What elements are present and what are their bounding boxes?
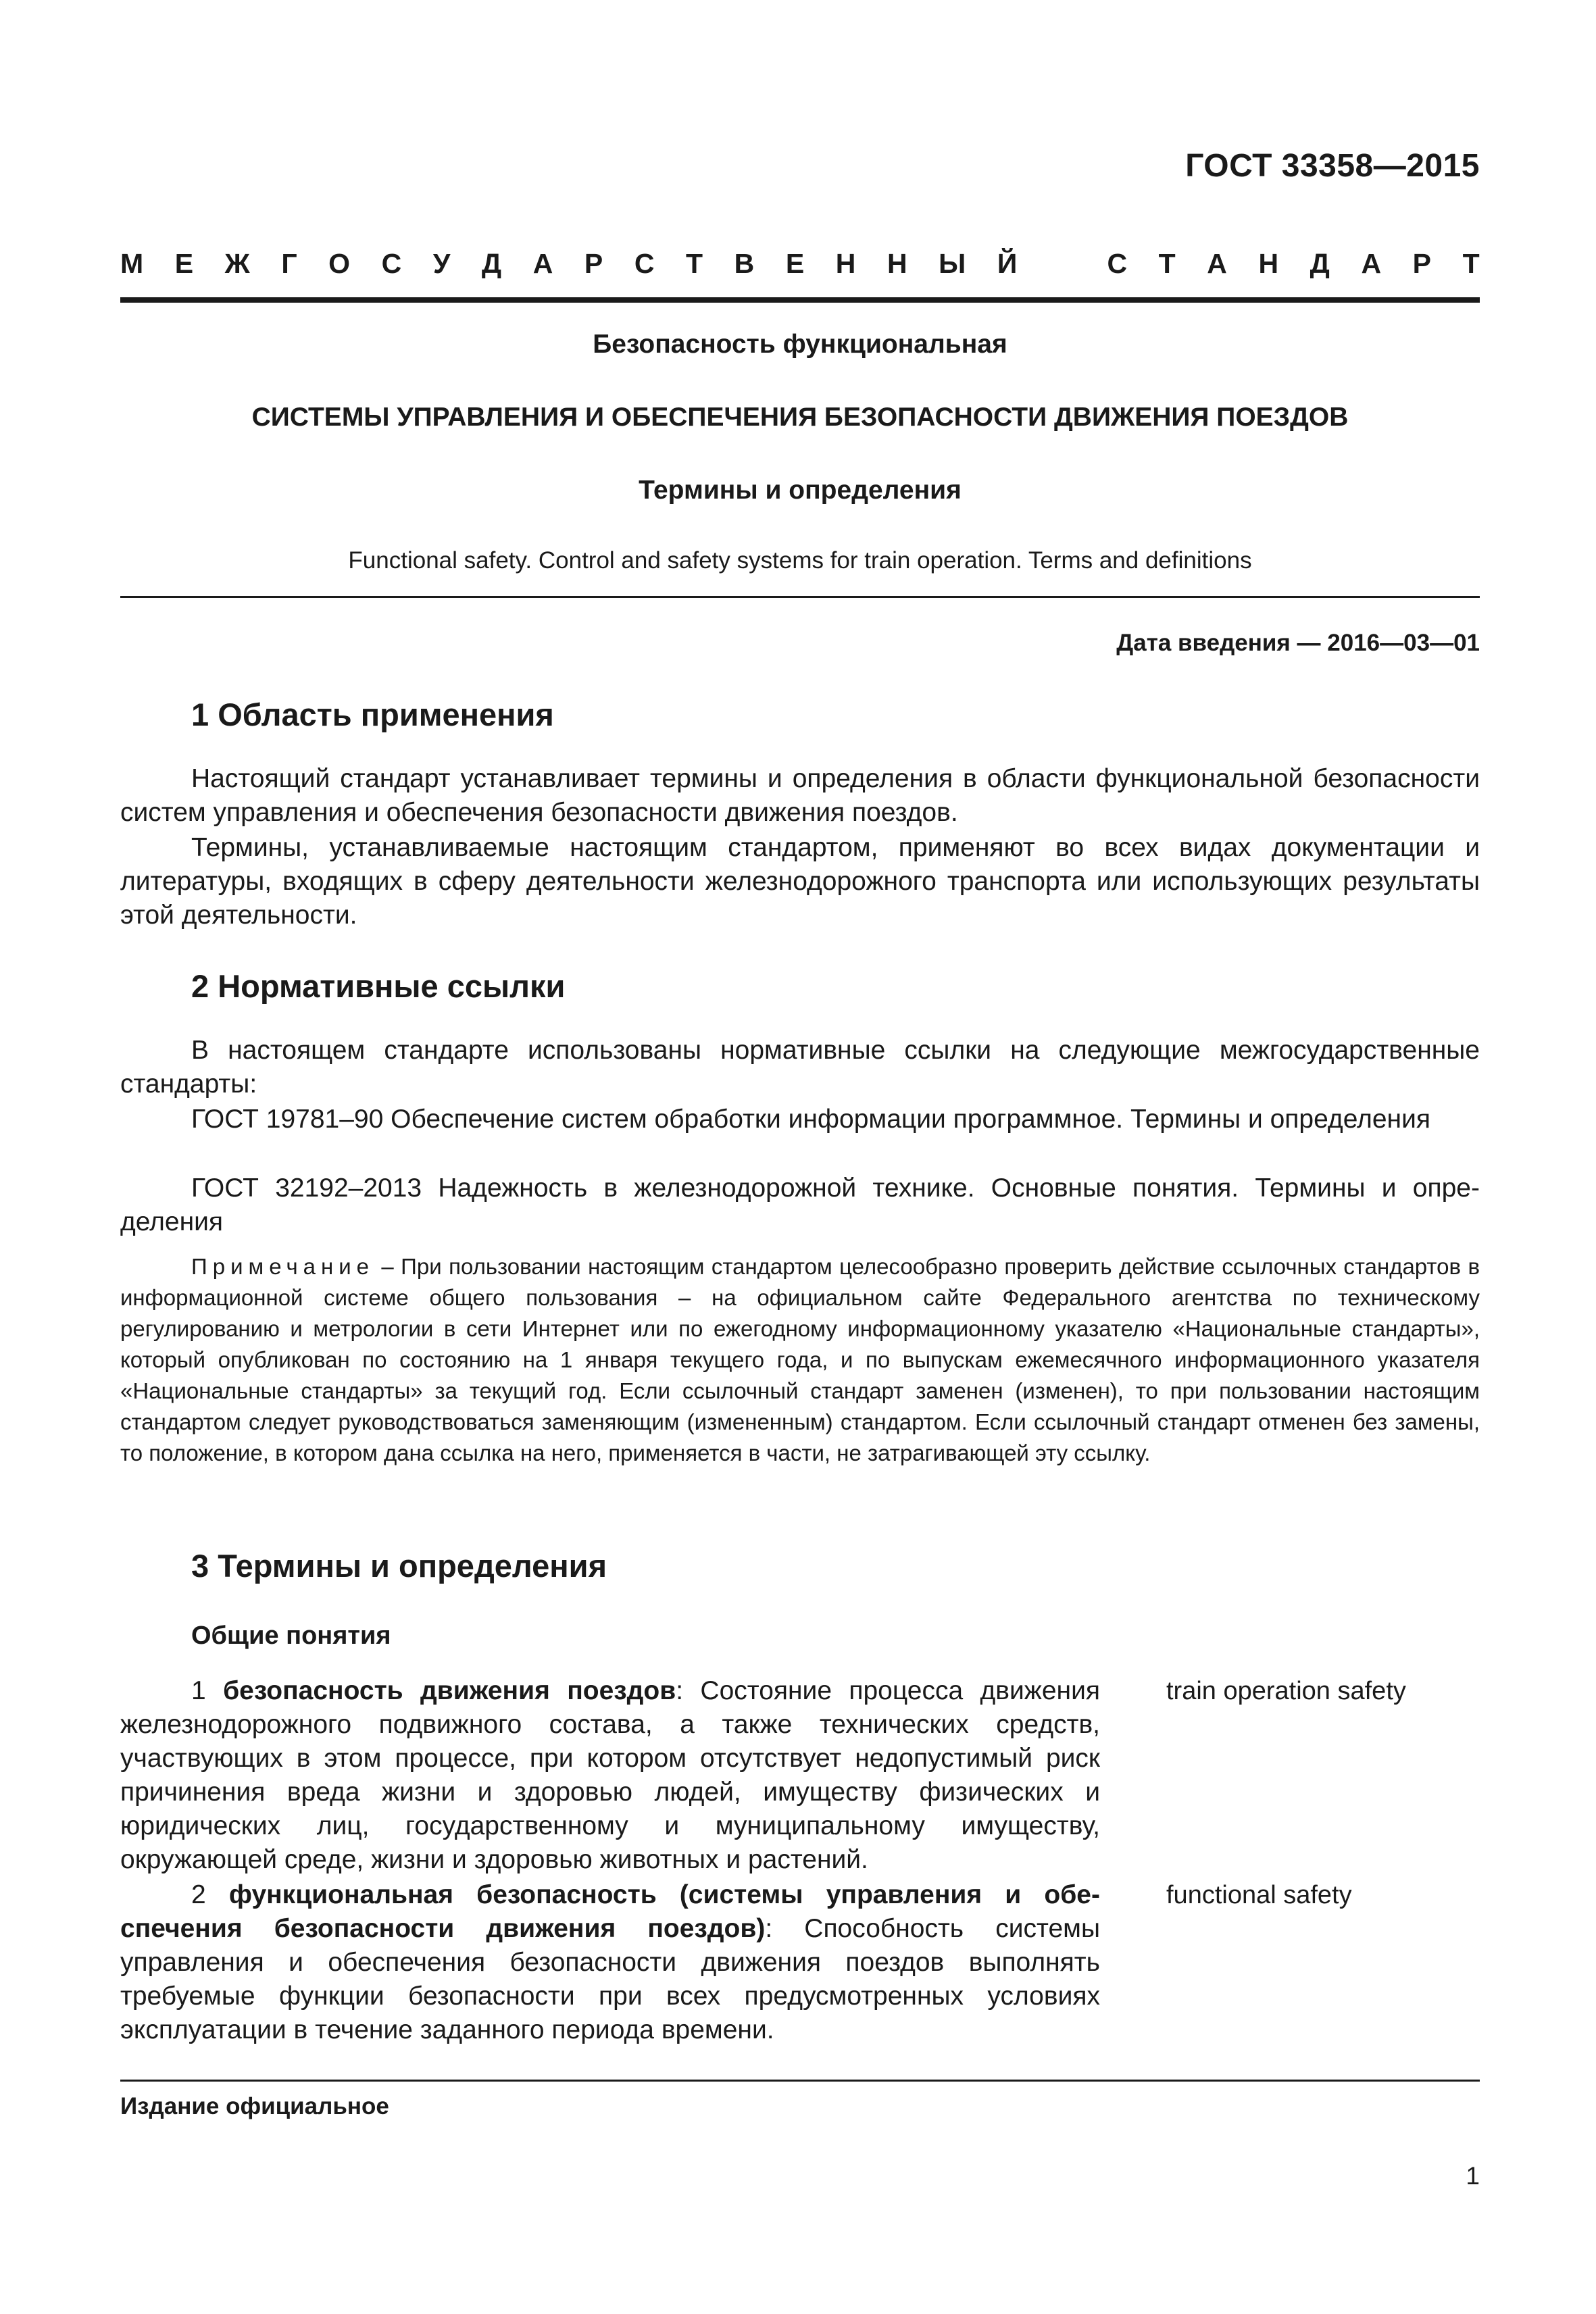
letter: Н [887,248,907,279]
introduction-date: Дата введения — 2016—03—01 [1116,630,1480,656]
footer-rule [120,2080,1480,2082]
term-definition: : Состояние процесса движения железнодорожного подвижного состава, а также технических средств, участвующих в этом процессе, при котором отсутствует недопустимый риск причинения вреда жизни и здоровью людей, имуществу физических и юридических лиц, государственному и муниципальному имуществу, окружающей среде, жизни и здоровью животных и растений. [120,1676,1100,1874]
term-entry [120,1674,1100,1877]
letter: С [634,248,655,279]
letter: Р [584,248,603,279]
letter: Т [1158,248,1176,279]
letter: О [328,248,351,279]
letter: В [734,248,755,279]
letter: С [381,248,402,279]
section-2-paragraph: В настоящем стандарте использованы нормативные ссылки на следующие межгосударственные стандарты: [120,1036,1480,1099]
title-subtitle: Безопасность функциональная [593,330,1007,359]
letter: Д [1310,248,1330,279]
letter: С [1107,248,1128,279]
note-text: – При пользовании настоящим стандартом целесообразно проверить действие ссылочных стандартов в информационной системе общего пользования – на официальном сайте Федерального агентства по техническому регулированию и метрологии в сети Интернет или по ежегодному информационному указателю «Национальные стандарты», который опубликован по состоянию на 1 января текущего года, и по выпускам ежемесячного информационного указателя «Национальные стандарты» за текущий год. Если ссылочный стандарт заменен (изменен), то при пользовании настоящим стандартом следует руководствоваться заменяющим (измененным) стандартом. Если ссылочный стандарт отменен без замены, то положение, в котором дана ссылка на него, применяется в части, не затрагивающей эту ссылку. [120,1254,1480,1465]
title-part: Термины и определения [639,476,962,505]
section-1-paragraph: Настоящий стандарт устанавливает термины и определения в области функциональной безопасности систем управления и обеспечения безопасности движения поездов. [120,764,1480,827]
term-number: 2 [191,1880,206,1909]
letter: У [432,248,451,279]
title-rule [120,596,1480,598]
letter: А [1361,248,1382,279]
header-rule [120,297,1480,303]
letter: Р [1412,248,1432,279]
letter: М [120,248,144,279]
letter: Ж [224,248,250,279]
note-label: Примечание [191,1254,375,1279]
document-number: ГОСТ 33358—2015 [1185,148,1480,184]
term-english: train operation safety [1166,1677,1406,1705]
standard-type-banner [120,250,1480,278]
letter: А [532,248,553,279]
term-entry [120,1878,1100,2047]
term-title: функциональная безопасность (системы управления и обеспечения безопасности движения поездов) [120,1880,1100,1943]
section-3-heading: 3 Термины и определения [191,1548,607,1584]
letter: Т [686,248,703,279]
section-1-heading: 1 Область применения [191,697,554,732]
letter: Й [997,248,1018,279]
term-definition: : Способность системы управления и обеспечения безопасности движения поездов выполнять требуемые функции безопасности при всех предусмотренных условиях эксплуатации в течение заданного периода времени. [120,1914,1100,2044]
letter: Е [785,248,805,279]
letter: Г [281,248,297,279]
section-1-paragraph: Термины, устанавливаемые настоящим стандартом, применяют во всех видах документации и литературы, входящих в сферу деятельности железнодорожного транспорта или использующих результаты этой деятельности. [120,833,1480,930]
letter: Ы [939,248,966,279]
reference-note [120,1251,1480,1469]
title-english: Functional safety. Control and safety systems for train operation. Terms and definitions [348,547,1252,574]
letter: А [1207,248,1227,279]
section-3-subheading: Общие понятия [191,1621,391,1650]
term-title: безопасность движения поездов [223,1676,676,1705]
edition-label: Издание официальное [120,2093,389,2119]
letter: Д [481,248,502,279]
normative-reference: ГОСТ 19781–90 Обеспечение систем обработки информации программное. Термины и определения [191,1105,1430,1134]
letter: Е [174,248,194,279]
letter: Н [1258,248,1279,279]
normative-reference: ГОСТ 32192–2013 Надежность в железнодорожной технике. Основные понятия. Термины и определения [120,1174,1480,1236]
section-2-heading: 2 Нормативные ссылки [191,968,566,1004]
letter: Н [835,248,856,279]
letter: Т [1462,248,1480,279]
document-page [120,0,1480,2314]
page-number: 1 [1466,2162,1480,2190]
word-gap [1049,250,1076,278]
title-main: СИСТЕМЫ УПРАВЛЕНИЯ И ОБЕСПЕЧЕНИЯ БЕЗОПАСНОСТИ ДВИЖЕНИЯ ПОЕЗДОВ [251,403,1349,432]
term-number: 1 [191,1676,206,1705]
term-english: functional safety [1166,1881,1352,1909]
